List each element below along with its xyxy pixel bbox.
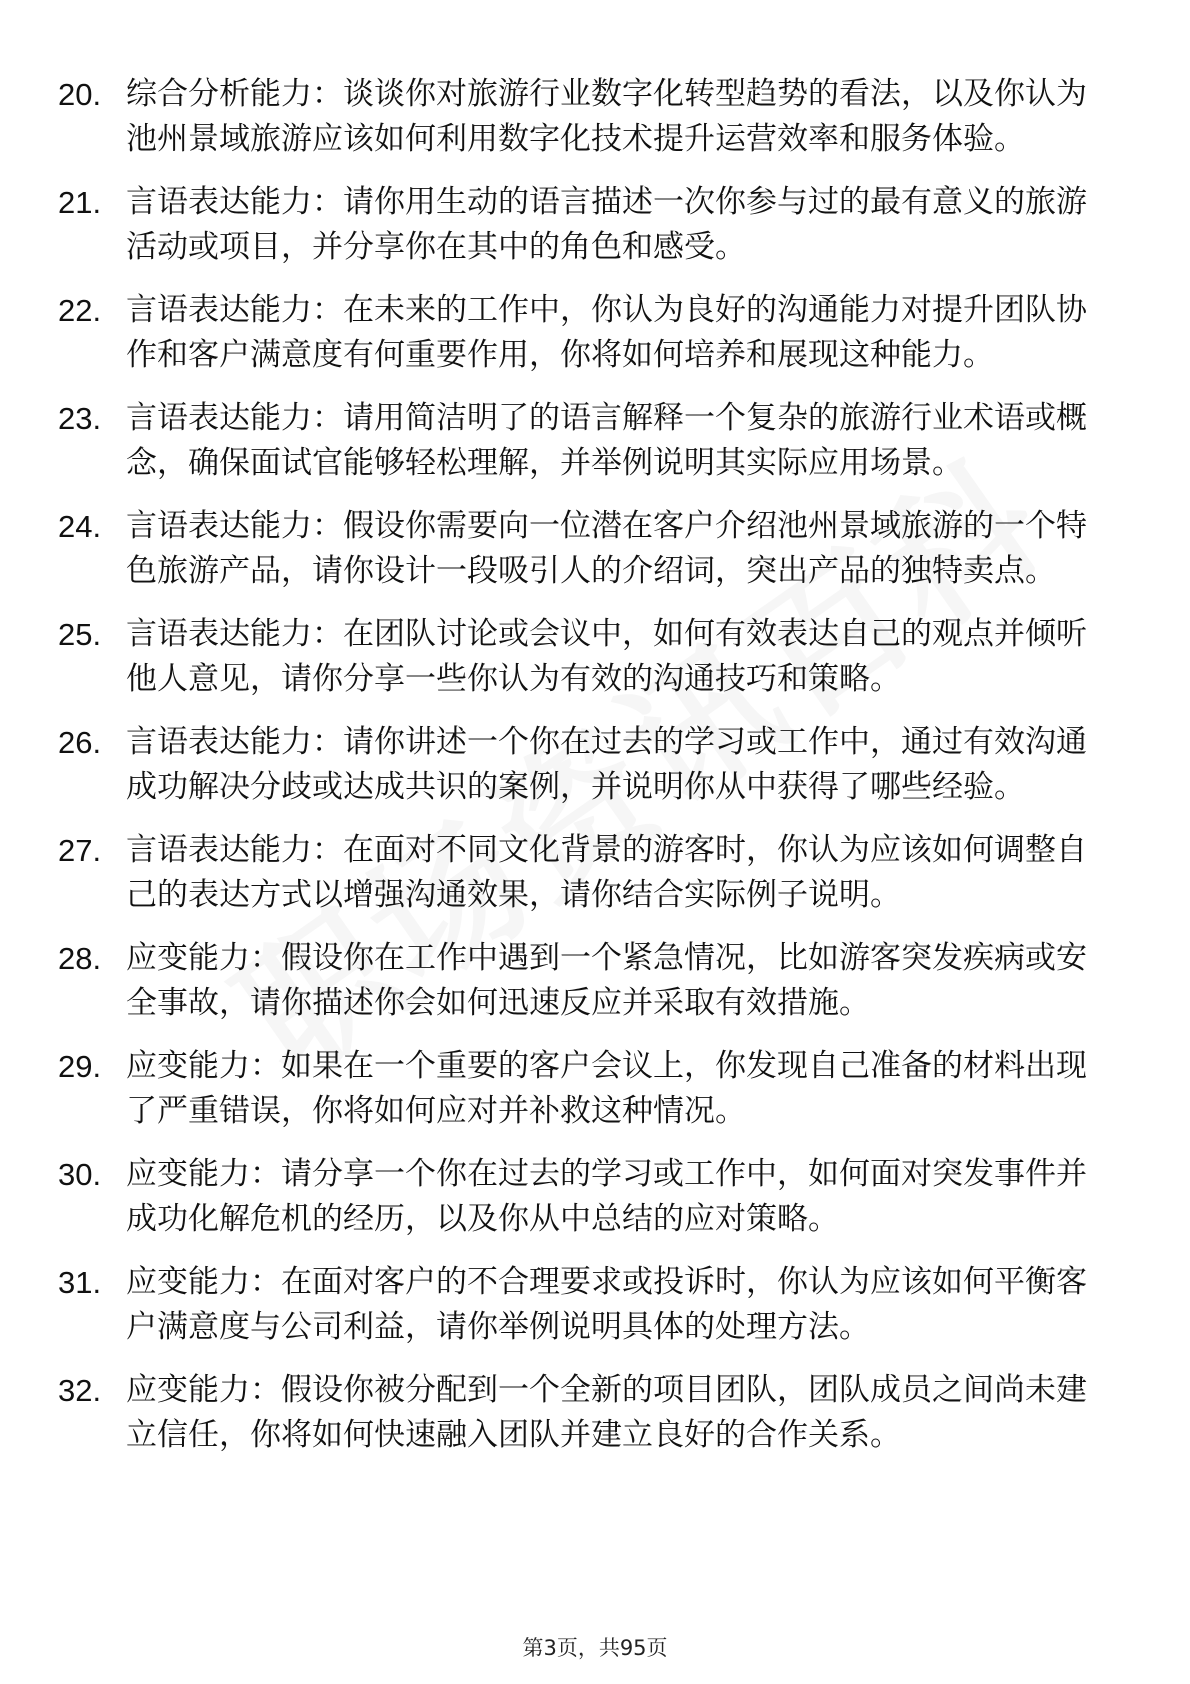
question-number: 31. <box>58 1265 102 1300</box>
question-number: 26. <box>58 725 102 760</box>
question-item <box>58 1260 1108 1350</box>
question-text: 应变能力：在面对客户的不合理要求或投诉时，你认为应该如何平衡客户满意度与公司利益，请你举例说明具体的处理方法。 <box>126 1264 1087 1345</box>
question-item <box>58 828 1108 918</box>
question-number: 22. <box>58 293 102 328</box>
question-item <box>58 288 1108 378</box>
question-text: 言语表达能力：在团队讨论或会议中，如何有效表达自己的观点并倾听他人意见，请你分享一些你认为有效的沟通技巧和策略。 <box>126 616 1087 697</box>
question-number: 25. <box>58 617 102 652</box>
question-number: 29. <box>58 1049 102 1084</box>
question-text: 言语表达能力：请你讲述一个你在过去的学习或工作中，通过有效沟通成功解决分歧或达成共识的案例，并说明你从中获得了哪些经验。 <box>126 724 1087 805</box>
question-item <box>58 1152 1108 1242</box>
question-item <box>58 720 1108 810</box>
question-text: 言语表达能力：请你用生动的语言描述一次你参与过的最有意义的旅游活动或项目，并分享你在其中的角色和感受。 <box>126 184 1087 265</box>
question-text: 综合分析能力：谈谈你对旅游行业数字化转型趋势的看法，以及你认为池州景域旅游应该如何利用数字化技术提升运营效率和服务体验。 <box>126 76 1087 157</box>
question-number: 24. <box>58 509 102 544</box>
page-footer <box>0 1632 1190 1662</box>
question-text: 应变能力：假设你被分配到一个全新的项目团队，团队成员之间尚未建立信任，你将如何快速融入团队并建立良好的合作关系。 <box>126 1372 1087 1453</box>
question-item <box>58 1368 1108 1458</box>
question-text: 应变能力：如果在一个重要的客户会议上，你发现自己准备的材料出现了严重错误，你将如何应对并补救这种情况。 <box>126 1048 1087 1129</box>
question-text: 应变能力：请分享一个你在过去的学习或工作中，如何面对突发事件并成功化解危机的经历，以及你从中总结的应对策略。 <box>126 1156 1087 1237</box>
question-number: 30. <box>58 1157 102 1192</box>
question-item <box>58 504 1108 594</box>
question-number: 20. <box>58 77 102 112</box>
question-item <box>58 72 1108 162</box>
page-number-label: 第3页，共95页 <box>522 1636 668 1660</box>
question-number: 23. <box>58 401 102 436</box>
question-text: 言语表达能力：在未来的工作中，你认为良好的沟通能力对提升团队协作和客户满意度有何重要作用，你将如何培养和展现这种能力。 <box>126 292 1087 373</box>
question-number: 27. <box>58 833 102 868</box>
question-text: 应变能力：假设你在工作中遇到一个紧急情况，比如游客突发疾病或安全事故，请你描述你会如何迅速反应并采取有效措施。 <box>126 940 1087 1021</box>
question-text: 言语表达能力：在面对不同文化背景的游客时，你认为应该如何调整自己的表达方式以增强沟通效果，请你结合实际例子说明。 <box>126 832 1087 913</box>
question-list <box>58 72 1108 1476</box>
question-number: 28. <box>58 941 102 976</box>
question-text: 言语表达能力：请用简洁明了的语言解释一个复杂的旅游行业术语或概念，确保面试官能够轻松理解，并举例说明其实际应用场景。 <box>126 400 1087 481</box>
question-item <box>58 180 1108 270</box>
question-item <box>58 1044 1108 1134</box>
question-number: 21. <box>58 185 102 220</box>
question-item <box>58 936 1108 1026</box>
question-item <box>58 612 1108 702</box>
question-item <box>58 396 1108 486</box>
question-text: 言语表达能力：假设你需要向一位潜在客户介绍池州景域旅游的一个特色旅游产品，请你设计一段吸引人的介绍词，突出产品的独特卖点。 <box>126 508 1087 589</box>
question-number: 32. <box>58 1373 102 1408</box>
